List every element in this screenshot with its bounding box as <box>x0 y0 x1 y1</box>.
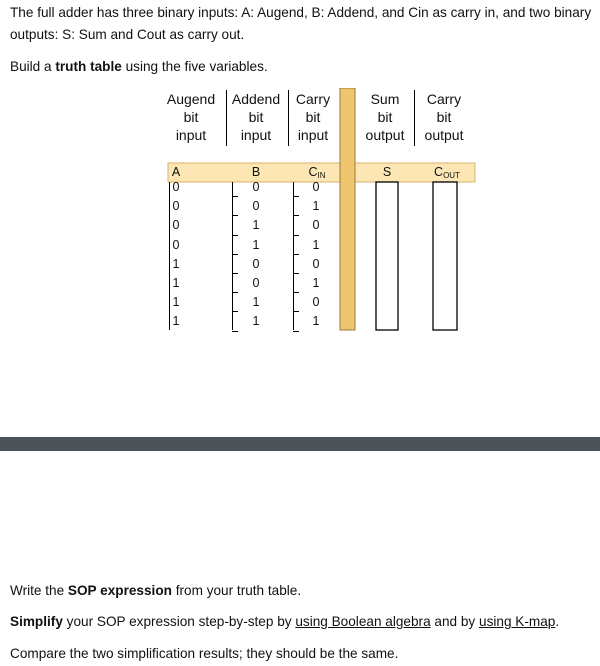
build-prefix: Build a <box>10 59 56 74</box>
carry-in-header: Carry bit input <box>295 91 331 143</box>
truth-table-term: truth table <box>55 59 122 74</box>
column-cin-ticks <box>293 178 299 332</box>
cell-a: 0 <box>172 199 180 214</box>
cell-a: 1 <box>172 295 180 310</box>
cell-b: 0 <box>252 275 260 290</box>
cout-output-box <box>433 182 457 330</box>
column-b-ticks <box>232 178 238 332</box>
cell-b: 1 <box>252 295 260 310</box>
cell-b: 1 <box>252 218 260 233</box>
k-map-link[interactable]: using K-map <box>479 614 556 629</box>
cell-cin: 0 <box>312 295 320 310</box>
build-instruction <box>10 56 268 78</box>
cell-a: 1 <box>172 275 180 290</box>
column-s-label: S <box>382 165 392 179</box>
intro-paragraph: The full adder has three binary inputs: A: Augend, B: Addend, and Cin as carry in, and two binary outputs: S: Sum and Cout as carry out. <box>10 5 592 42</box>
cell-b: 0 <box>252 256 260 271</box>
cell-b: 1 <box>252 314 260 329</box>
truth-table-figure <box>160 88 480 338</box>
cell-cin: 1 <box>312 237 320 252</box>
cell-cin: 1 <box>312 314 320 329</box>
boolean-algebra-link[interactable]: using Boolean algebra <box>295 614 431 629</box>
sop-expression-term: SOP expression <box>67 583 172 598</box>
cell-a: 1 <box>172 256 180 271</box>
augend-header: Augend bit input <box>166 91 216 143</box>
column-a-label: A <box>171 165 181 179</box>
simplify-instruction: Simplify your SOP expression step-by-step by using Boolean algebra and by using K-map. <box>10 614 560 629</box>
cell-a: 1 <box>172 314 180 329</box>
cell-cin: 1 <box>312 275 320 290</box>
input-output-divider <box>340 88 355 330</box>
carry-out-header: Carry bit output <box>424 91 464 143</box>
simplify-term: Simplify <box>10 614 63 629</box>
cell-cin: 0 <box>312 180 320 194</box>
cell-cin: 1 <box>312 199 320 214</box>
column-cin-values <box>306 178 326 332</box>
cell-b: 0 <box>252 180 260 194</box>
cell-b: 0 <box>252 199 260 214</box>
column-b-label: B <box>251 165 261 179</box>
sum-output-box <box>376 182 398 330</box>
column-cout-label: $C_{OUT}$ <box>434 165 460 180</box>
section-divider-bar <box>0 437 600 451</box>
sop-instruction: Write the SOP expression from your truth table. <box>10 583 302 598</box>
cell-b: 1 <box>252 237 260 252</box>
addend-header: Addend bit input <box>231 91 281 143</box>
cell-a: 0 <box>172 180 180 194</box>
cell-a: 0 <box>172 218 180 233</box>
cell-cin: 0 <box>312 256 320 271</box>
build-suffix: using the five variables. <box>121 59 268 74</box>
cell-cin: 0 <box>312 218 320 233</box>
column-a-values <box>166 178 186 332</box>
sum-header: Sum bit output <box>365 91 405 143</box>
column-b-values <box>246 178 266 332</box>
cell-a: 0 <box>172 237 180 252</box>
column-cin-label: $C_{IN}$ <box>308 165 326 180</box>
compare-instruction: Compare the two simplification results; they should be the same. <box>10 646 399 661</box>
